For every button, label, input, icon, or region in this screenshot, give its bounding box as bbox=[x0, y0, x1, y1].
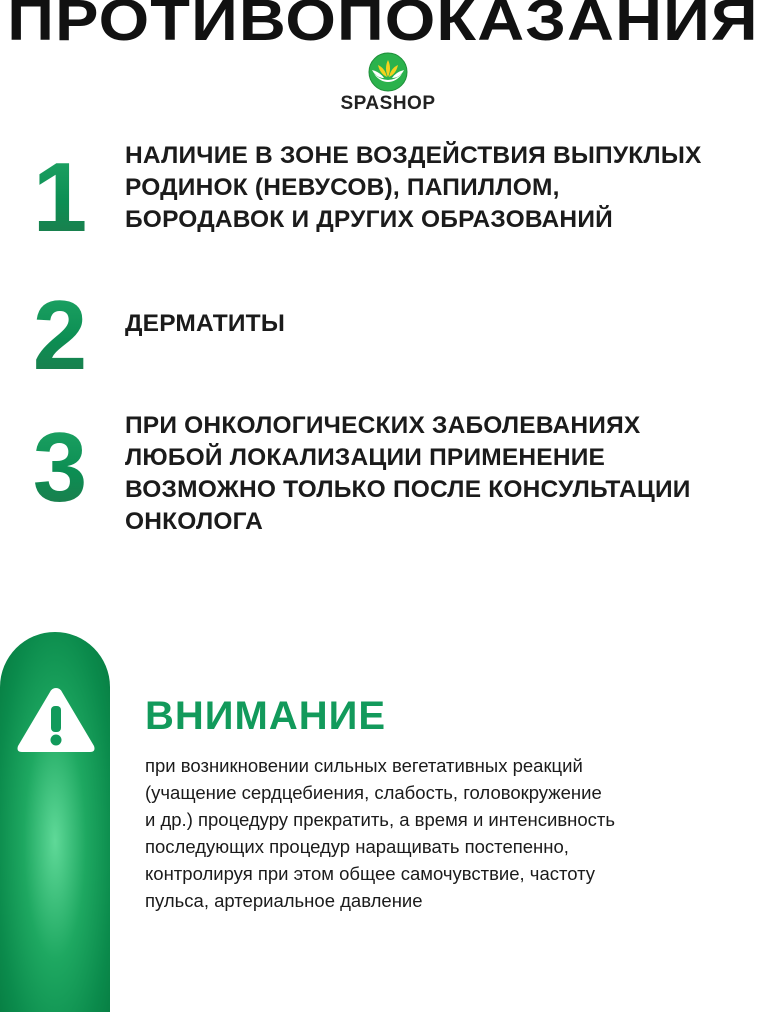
attention-line: пульса, артериальное давление bbox=[145, 890, 423, 911]
page-title: ПРОТИВОПОКАЗАНИЯ bbox=[7, 0, 759, 53]
item-text bbox=[125, 308, 761, 340]
attention-text bbox=[145, 752, 765, 914]
attention-line: (учащение сердцебиения, слабость, головокружение bbox=[145, 782, 602, 803]
attention-title: ВНИМАНИЕ bbox=[145, 694, 387, 738]
warning-icon bbox=[14, 684, 98, 756]
attention-line: последующих процедур наращивать постепенно, bbox=[145, 836, 569, 857]
item-line: БОРОДАВОК И ДРУГИХ ОБРАЗОВАНИЙ bbox=[125, 206, 613, 233]
item-text bbox=[125, 140, 761, 236]
item-line: ОНКОЛОГА bbox=[125, 508, 264, 535]
item-number: 3 bbox=[20, 418, 100, 516]
brand-logo bbox=[338, 52, 438, 115]
brand-name: SPASHOP bbox=[340, 93, 436, 114]
item-line: ВОЗМОЖНО ТОЛЬКО ПОСЛЕ КОНСУЛЬТАЦИИ bbox=[125, 476, 691, 503]
item-text bbox=[125, 410, 761, 538]
item-line: НАЛИЧИЕ В ЗОНЕ ВОЗДЕЙСТВИЯ ВЫПУКЛЫХ bbox=[125, 142, 702, 169]
item-line: РОДИНОК (НЕВУСОВ), ПАПИЛЛОМ, bbox=[125, 174, 560, 201]
attention-line: при возникновении сильных вегетативных реакций bbox=[145, 755, 583, 776]
attention-line: и др.) процедуру прекратить, а время и интенсивность bbox=[145, 809, 616, 830]
item-line: ДЕРМАТИТЫ bbox=[125, 310, 286, 337]
lotus-icon bbox=[366, 52, 410, 92]
item-number: 1 bbox=[20, 148, 100, 246]
item-number: 2 bbox=[20, 286, 100, 384]
item-line: ЛЮБОЙ ЛОКАЛИЗАЦИИ ПРИМЕНЕНИЕ bbox=[125, 444, 606, 471]
item-line: ПРИ ОНКОЛОГИЧЕСКИХ ЗАБОЛЕВАНИЯХ bbox=[125, 412, 641, 439]
attention-line: контролируя при этом общее самочувствие, частоту bbox=[145, 863, 596, 884]
